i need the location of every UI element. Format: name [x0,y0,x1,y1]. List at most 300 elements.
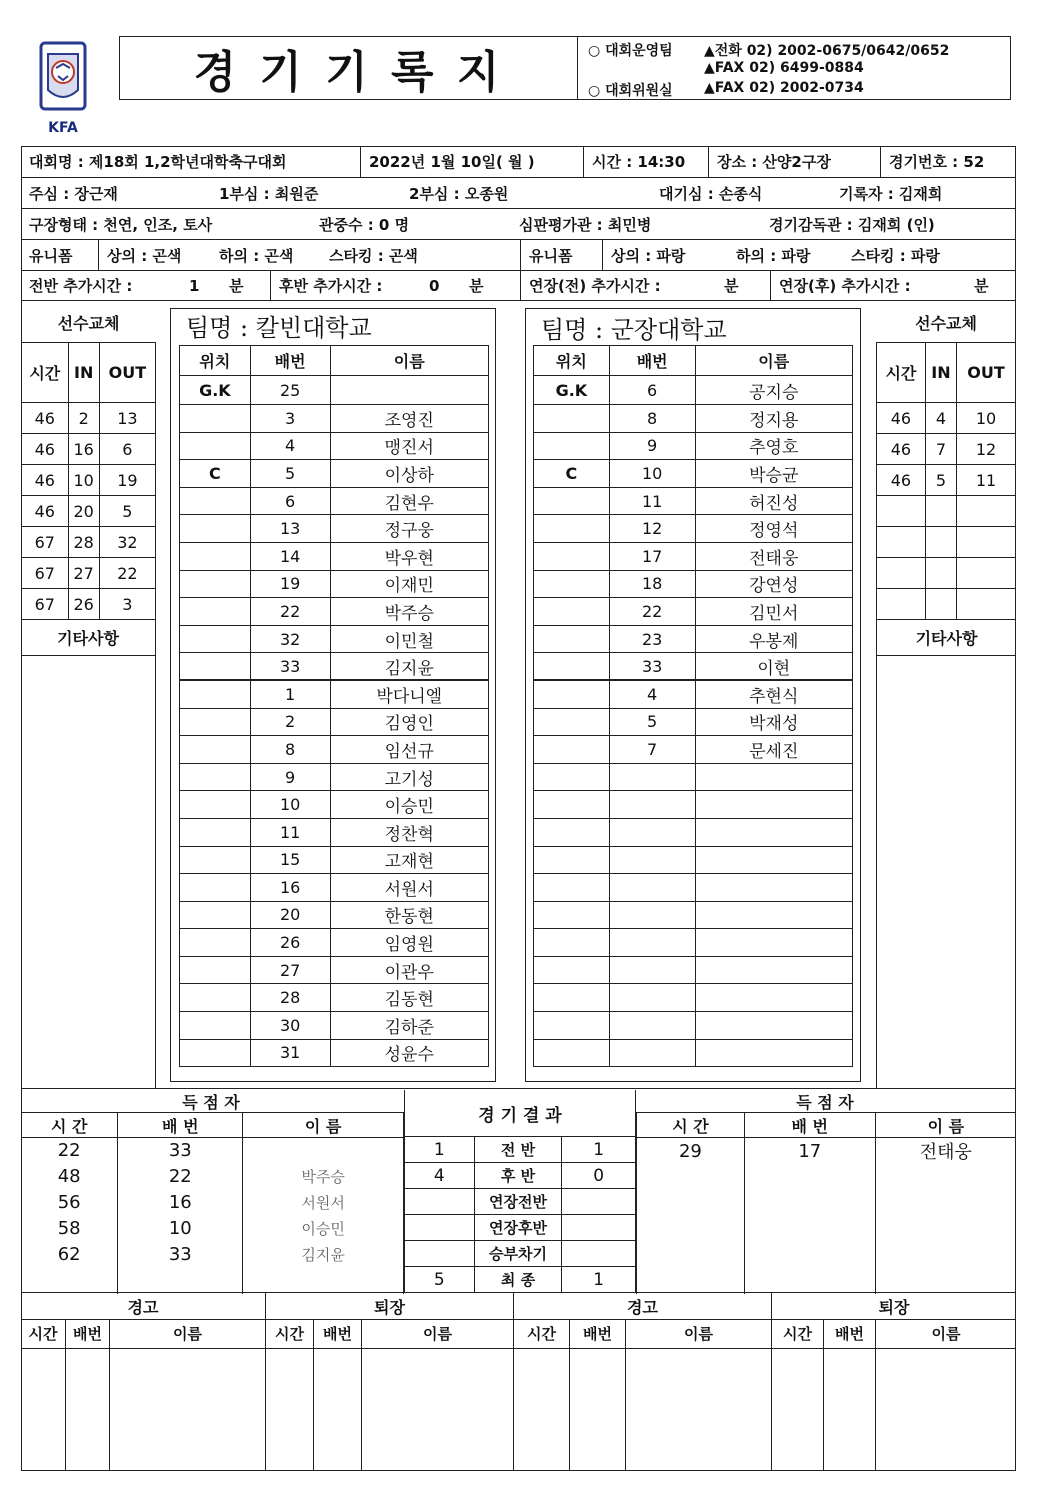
team-right-player-position [534,487,610,515]
team-right-player-position [534,901,610,929]
right-sub-out [957,589,1016,620]
scorer-right-time: 29 [637,1138,745,1165]
scorer-left-time: 58 [21,1216,118,1242]
team-right-player-position [534,956,610,984]
team-left-player-row [180,956,489,984]
team-right-player-position [534,625,610,653]
contact-box [578,36,1011,100]
team-left-player-row [180,929,489,957]
team-right-player-name [695,791,852,819]
team-right-player-row [534,929,853,957]
team-right-player-name: 정지용 [695,405,852,433]
scorer-left-name: 박주승 [243,1164,404,1190]
scorer-left-number [118,1268,243,1294]
info-row-4 [21,239,1016,270]
result-home-score: 4 [405,1163,475,1189]
cards-column-divider [265,1348,266,1471]
team-left-player-position [180,929,251,957]
scorer-left-row [21,1268,404,1294]
team-left-label: 팀명 : 칼빈대학교 [186,313,372,342]
team-right-player-position [534,708,610,736]
office1-phone: ▲전화 02) 2002-0675/0642/0652 [704,43,950,59]
result-home-score [405,1241,475,1267]
first-half-extra-label: 전반 추가시간 : [29,277,133,295]
scorers-left-col-time: 시 간 [21,1113,118,1138]
info-row-5 [21,270,1016,301]
left-subs-col-in: IN [68,343,99,403]
team-right-player-name: 박재성 [695,708,852,736]
cards-time-header: 시간 [265,1319,313,1348]
team-right-player-name [695,984,852,1012]
match-time: 시간 : 14:30 [584,146,709,177]
right-sub-time: 46 [877,434,926,465]
scorer-right-name [875,1216,1016,1242]
team-right-player-row [534,846,853,874]
right-sub-out [957,527,1016,558]
left-notes-title: 기타사항 [21,620,156,656]
team-right-player-name: 박승균 [695,460,852,488]
team-right-player-number [609,956,695,984]
left-sub-in: 26 [68,589,99,620]
right-sub-out [957,558,1016,589]
team-left-player-row [180,542,489,570]
right-sub-row [877,589,1016,620]
scorer-left-row [21,1216,404,1242]
result-period: 연장후반 [474,1215,562,1241]
cards-name-header: 이름 [361,1319,513,1348]
cards-num-header: 배번 [823,1319,875,1348]
team-left-player-number: 4 [250,432,330,460]
scorer-right-name [875,1268,1016,1294]
team-left-player-name: 이재민 [330,570,489,598]
team-right-player-number: 4 [609,680,695,708]
left-sub-time: 46 [22,434,69,465]
referee-assessor: 심판평가관 : 최민병 [519,215,652,234]
left-sub-out: 22 [99,558,155,589]
cards-column-divider [569,1348,570,1471]
scorer-right-row [637,1190,1017,1216]
left-subs-table [21,342,156,620]
team-left-player-number: 25 [250,376,330,405]
right-sub-in [925,496,956,527]
team-left-player-number: 22 [250,598,330,626]
team-left-player-position [180,874,251,902]
team-left-player-position [180,846,251,874]
info-row-1 [21,146,1016,177]
result-table [404,1136,636,1293]
team-right-player-name: 전태웅 [695,542,852,570]
team-right-player-number [609,846,695,874]
team-right-player-row [534,653,853,681]
title-box [119,36,578,100]
scorer-left-time [21,1268,118,1294]
team-left-player-name: 박다니엘 [330,680,489,708]
scorer-left-number: 33 [118,1242,243,1268]
team-left-player-position [180,598,251,626]
team-right-col-name: 이름 [695,346,852,376]
scorer-left-name: 이승민 [243,1216,404,1242]
right-sub-row [877,465,1016,496]
team-right-player-number: 9 [609,432,695,460]
team-left-player-row [180,984,489,1012]
left-sub-out: 32 [99,527,155,558]
scorer-left-name: 서원서 [243,1190,404,1216]
team-right-player-position [534,1012,610,1040]
right-sub-in: 5 [925,465,956,496]
team-right-player-number: 18 [609,570,695,598]
team-right-player-number [609,763,695,791]
team-right-player-row [534,791,853,819]
team-left-player-name [330,376,489,405]
team-left-player-name: 성윤수 [330,1039,489,1067]
right-sub-in [925,558,956,589]
team-left-player-name: 고기성 [330,763,489,791]
office1-fax: ▲FAX 02) 6499-0884 [704,60,864,76]
right-sub-out [957,496,1016,527]
cards-column-divider [109,1348,110,1471]
cards-column-divider [771,1348,772,1471]
team-left-player-number: 27 [250,956,330,984]
team-right-player-name [695,763,852,791]
team-left-player-number: 2 [250,708,330,736]
scorer-right-row [637,1216,1017,1242]
scorer-left-row [21,1190,404,1216]
team-right-player-number: 7 [609,736,695,764]
team-right-player-number [609,1012,695,1040]
cards-column-divider [361,1348,362,1471]
scorer-left-time: 22 [21,1138,118,1164]
result-row [405,1267,636,1293]
team-right-player-position [534,405,610,433]
team-left-player-name: 김동현 [330,984,489,1012]
team-right-label: 팀명 : 군장대학교 [541,315,727,344]
right-sub-time: 46 [877,403,926,434]
left-sub-time: 67 [22,527,69,558]
team-left-player-number: 20 [250,901,330,929]
scorer-right-time [637,1216,745,1242]
result-period: 최 종 [474,1267,562,1293]
team-right-player-number: 5 [609,708,695,736]
assistant-2: 2부심 : 오종원 [409,184,509,203]
right-sub-time [877,496,926,527]
team-left-player-name: 한동현 [330,901,489,929]
scorers-left-table [21,1112,404,1294]
team-left-player-row [180,680,489,708]
scorer-left-row [21,1138,404,1164]
result-home-score [405,1189,475,1215]
left-notes-area [21,656,156,1088]
team-left-player-row [180,818,489,846]
left-sub-out: 6 [99,434,155,465]
team-right-player-row [534,460,853,488]
result-period: 연장전반 [474,1189,562,1215]
right-sub-row [877,496,1016,527]
team-right-player-position [534,570,610,598]
team-right-player-number [609,874,695,902]
scorer-right-row [637,1242,1017,1268]
team-left-player-number: 14 [250,542,330,570]
team-right-player-name: 추영호 [695,432,852,460]
team-right-col-number: 배번 [609,346,695,376]
scorer-right-row [637,1164,1017,1190]
team-left-player-name: 맹진서 [330,432,489,460]
left-subs-col-time: 시간 [22,343,69,403]
scorer-left-row [21,1164,404,1190]
scorer-right-number [744,1268,875,1294]
scorers-left-col-name: 이 름 [243,1113,404,1138]
team-right-player-number: 23 [609,625,695,653]
right-sub-in: 7 [925,434,956,465]
right-notes-area [876,656,1016,1088]
result-home-score [405,1215,475,1241]
team-right-player-row [534,736,853,764]
match-date: 2022년 1월 10일( 월 ) [361,146,584,177]
left-sub-in: 27 [68,558,99,589]
team-right-player-row [534,598,853,626]
team-left-player-number: 9 [250,763,330,791]
tiger-crest-icon [38,40,88,114]
team-left-player-number: 26 [250,929,330,957]
team-left-player-row [180,460,489,488]
team-left-roster [179,345,489,1067]
result-period: 후 반 [474,1163,562,1189]
left-subs-col-out: OUT [99,343,155,403]
cards-time-header: 시간 [771,1319,823,1348]
team-left-player-position [180,736,251,764]
team-left-player-row [180,1012,489,1040]
team-left-player-row [180,570,489,598]
scorer-left-row [21,1242,404,1268]
team-right-player-row [534,708,853,736]
left-sub-row [22,434,156,465]
team-right-player-position [534,515,610,543]
sendoff-right-title: 퇴장 [771,1293,1016,1319]
scorer-right-number [744,1164,875,1190]
left-sub-row [22,589,156,620]
team-right-player-position [534,680,610,708]
uniform-label-right: 유니폼 [521,240,603,270]
left-shirt: 상의 : 곤색 [107,246,182,265]
team-right-player-number [609,818,695,846]
right-sub-time [877,589,926,620]
team-right-player-name: 정영석 [695,515,852,543]
info-row-3 [21,208,1016,239]
team-left-player-name: 이민철 [330,625,489,653]
referee: 주심 : 장근재 [29,184,118,203]
team-right-player-name [695,956,852,984]
team-right-player-name: 우봉제 [695,625,852,653]
result-away-score: 1 [562,1137,636,1163]
team-right-player-row [534,376,853,405]
office1-label: ○ 대회운영팀 [588,43,673,59]
team-left-col-number: 배번 [250,346,330,376]
scorer-right-name [875,1164,1016,1190]
cards-grid [21,1319,1016,1471]
venue: 장소 : 산양2구장 [709,146,881,177]
team-right-player-position [534,818,610,846]
team-left-player-number: 32 [250,625,330,653]
team-left-player-row [180,874,489,902]
team-right-player-row [534,405,853,433]
team-right-player-name: 김민서 [695,598,852,626]
scorer-right-name: 전태웅 [875,1138,1016,1165]
left-sub-time: 46 [22,403,69,434]
team-right-player-name: 추현식 [695,680,852,708]
team-right-player-name: 강연성 [695,570,852,598]
team-left-player-name: 김현우 [330,487,489,515]
team-left-player-row [180,432,489,460]
team-left-player-position [180,570,251,598]
scorer-left-time: 48 [21,1164,118,1190]
team-right-col-position: 위치 [534,346,610,376]
result-title: 경 기 결 과 [404,1090,636,1136]
fourth-official: 대기심 : 손종식 [659,184,763,203]
result-row [405,1163,636,1189]
team-right-player-position [534,874,610,902]
second-half-extra-value: 0 [429,276,440,295]
cards-name-header: 이름 [625,1319,771,1348]
team-left-player-name: 박주승 [330,598,489,626]
left-sub-in: 16 [68,434,99,465]
team-left-player-row [180,376,489,405]
team-left-player-number: 5 [250,460,330,488]
match-commissioner: 경기감독관 : 김재희 (인) [769,215,935,234]
team-left-player-position [180,542,251,570]
cards-time-header: 시간 [28,1325,58,1343]
team-right-player-name [695,1012,852,1040]
team-right-player-position [534,846,610,874]
team-left-player-row [180,736,489,764]
team-left-player-row [180,901,489,929]
team-right-player-row [534,625,853,653]
right-sub-row [877,558,1016,589]
scorers-right-col-number: 배 번 [744,1113,875,1138]
cards-num-header: 배번 [65,1319,109,1348]
team-left-player-name: 김지윤 [330,653,489,681]
team-left-player-position [180,625,251,653]
result-away-score [562,1241,636,1267]
scorer-right-number: 17 [744,1138,875,1165]
result-away-score: 1 [562,1267,636,1293]
team-left-player-name: 김영인 [330,708,489,736]
team-right-player-number: 33 [609,653,695,681]
left-sub-in: 10 [68,465,99,496]
info-row-2 [21,177,1016,208]
left-sub-row [22,527,156,558]
team-left-player-row [180,625,489,653]
result-period: 승부차기 [474,1241,562,1267]
team-left-player-name: 정찬혁 [330,818,489,846]
cards-column-divider [65,1348,66,1471]
scorers-right-col-time: 시 간 [637,1113,745,1138]
team-right-player-number: 17 [609,542,695,570]
right-sub-row [877,527,1016,558]
scorer-right-number [744,1216,875,1242]
right-subs-table [876,342,1016,620]
team-right-player-row [534,570,853,598]
left-sub-out: 3 [99,589,155,620]
left-sub-out: 13 [99,403,155,434]
kfa-logo [38,40,88,135]
team-left-player-number: 13 [250,515,330,543]
team-left-player-position [180,1039,251,1067]
team-right-player-row [534,984,853,1012]
left-sub-time: 67 [22,589,69,620]
scorers-right-col-name: 이 름 [875,1113,1016,1138]
et2-extra-label: 연장(후) 추가시간 : [779,277,911,295]
result-period: 전 반 [474,1137,562,1163]
et1-extra-label: 연장(전) 추가시간 : [529,277,661,295]
left-sub-out: 19 [99,465,155,496]
team-left-player-row [180,846,489,874]
team-right-player-name [695,901,852,929]
warn-right-title: 경고 [513,1293,771,1319]
team-left-player-row [180,653,489,681]
right-sub-out: 12 [957,434,1016,465]
scorer-left-time: 62 [21,1242,118,1268]
scorers-left-col-number: 배 번 [118,1113,243,1138]
team-right-player-row [534,1012,853,1040]
second-half-extra-unit: 분 [461,271,521,300]
office2-label: ○ 대회위원실 [588,83,673,99]
spectators: 관중수 : 0 명 [319,215,410,234]
result-away-score [562,1215,636,1241]
scorer-left-number: 10 [118,1216,243,1242]
team-left-player-name: 임선규 [330,736,489,764]
team-right-player-name [695,1039,852,1067]
right-sub-out: 10 [957,403,1016,434]
match-number: 경기번호 : 52 [889,153,985,171]
scorer-left-number: 22 [118,1164,243,1190]
team-left-player-position [180,791,251,819]
left-sub-time: 46 [22,496,69,527]
cards-column-divider [875,1348,876,1471]
right-subs-col-out: OUT [957,343,1016,403]
team-right-player-name: 이현 [695,653,852,681]
team-left-player-position [180,653,251,681]
team-right-player-number: 22 [609,598,695,626]
team-right-player-row [534,487,853,515]
team-right-player-position [534,984,610,1012]
team-right-player-number [609,1039,695,1067]
team-left-player-number: 8 [250,736,330,764]
result-away-score [562,1189,636,1215]
right-subs-col-time: 시간 [877,343,926,403]
right-shirt: 상의 : 파랑 [611,246,686,265]
left-sub-row [22,465,156,496]
scorer-left-number: 33 [118,1138,243,1164]
team-left-player-position [180,515,251,543]
team-right-player-position [534,763,610,791]
team-left-player-number: 28 [250,984,330,1012]
team-left-player-position [180,1012,251,1040]
team-left-player-row [180,763,489,791]
team-left-player-name: 정구웅 [330,515,489,543]
team-left-player-position [180,487,251,515]
scorer-left-number: 16 [118,1190,243,1216]
scorer-right-time [637,1268,745,1294]
page-title: 경 기 기 록 지 [193,47,504,98]
scorer-right-name [875,1242,1016,1268]
team-left-player-number: 16 [250,874,330,902]
first-half-extra-value: 1 [189,276,200,295]
team-right-player-position [534,1039,610,1067]
scorer-right-time [637,1164,745,1190]
team-left-player-row [180,791,489,819]
scorer-right-time [637,1242,745,1268]
right-sub-in: 4 [925,403,956,434]
assistant-1: 1부심 : 최원준 [219,184,319,203]
